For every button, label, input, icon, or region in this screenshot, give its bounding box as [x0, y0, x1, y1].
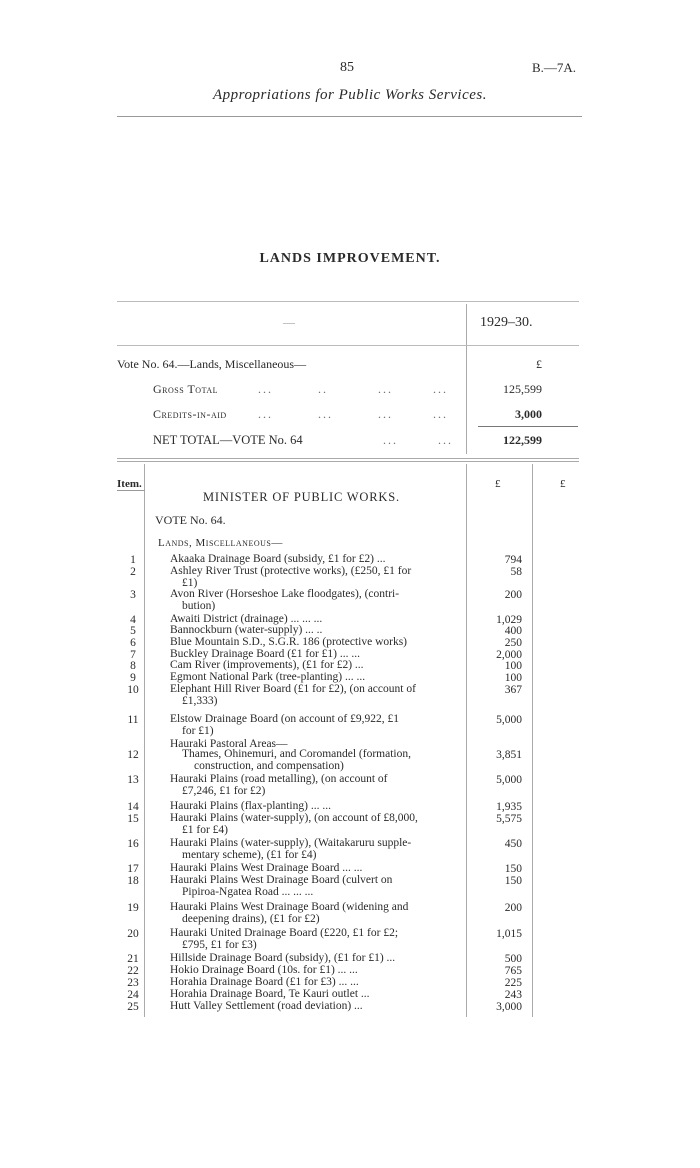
item-number: 1 [130, 554, 136, 566]
item-description-continued: bution) [182, 599, 216, 612]
item-description: Thames, Ohinemuri, and Coromandel (formation, [182, 748, 411, 760]
item-description: Awaiti District (drainage) ... ... ... [170, 613, 323, 625]
item-description-continued: for £1) [182, 724, 214, 737]
item-description: Hillside Drainage Board (subsidy), (£1 for £1) ... [170, 952, 396, 964]
item-amount: 243 [504, 989, 522, 1001]
summary-column-rule [466, 304, 467, 454]
leader-dots: ... .. ... ... [258, 382, 448, 396]
summary-currency: £ [536, 357, 542, 371]
item-number: 3 [130, 589, 136, 601]
section-title: LANDS IMPROVEMENT. [259, 251, 441, 266]
item-description: Ashley River Trust (protective works), (£250, £1 for [170, 565, 412, 577]
gross-total-value: 125,599 [503, 382, 542, 396]
item-description: Hokio Drainage Board (10s. for £1) ... ... [170, 964, 358, 976]
item-amount: 200 [504, 902, 522, 914]
item-description: Horahia Drainage Board, Te Kauri outlet ... [170, 988, 370, 1000]
leader-dots: ... ... ... ... [258, 407, 448, 421]
item-amount: 100 [504, 660, 522, 672]
item-amount: 5,000 [496, 714, 522, 726]
total-currency-header: £ [560, 478, 566, 490]
item-description: Bannockburn (water-supply) ... .. [170, 624, 323, 636]
subtotal-rule [478, 426, 578, 427]
item-header-rule [117, 490, 145, 491]
item-description: Hauraki Pastoral Areas— [170, 738, 288, 750]
item-description-continued: £795, £1 for £3) [182, 938, 257, 951]
vote-heading: VOTE No. 64. [155, 513, 226, 527]
total-column-rule [532, 464, 533, 1017]
item-number: 7 [130, 649, 136, 661]
item-number: 24 [127, 989, 139, 1001]
item-amount: 150 [504, 875, 522, 887]
item-description: Hauraki Plains West Drainage Board (widening and [170, 901, 409, 913]
item-description: Elephant Hill River Board (£1 for £2), (on account of [170, 683, 416, 695]
item-description: Hauraki Plains (road metalling), (on account of [170, 773, 388, 785]
item-amount: 250 [504, 637, 522, 649]
amount-currency-header: £ [495, 478, 501, 490]
vote-label: Vote No. 64.—Lands, Miscellaneous— [117, 357, 307, 371]
item-amount: 794 [504, 554, 522, 566]
net-total-label: NET TOTAL—VOTE No. 64 [153, 433, 303, 447]
item-amount: 2,000 [496, 649, 522, 661]
item-amount: 200 [504, 589, 522, 601]
item-description-continued: £1,333) [182, 694, 218, 707]
item-amount: 1,029 [496, 614, 522, 626]
item-number: 22 [127, 965, 139, 977]
item-description: Hauraki Plains (flax-planting) ... ... [170, 800, 331, 812]
item-amount: 225 [504, 977, 522, 989]
item-number: 19 [127, 902, 139, 914]
item-amount: 5,000 [496, 774, 522, 786]
item-description: Akaaka Drainage Board (subsidy, £1 for £2) ... [170, 553, 386, 565]
item-amount: 3,000 [496, 1001, 522, 1013]
item-description: Elstow Drainage Board (on account of £9,922, £1 [170, 713, 399, 725]
item-description: Hauraki Plains (water-supply), (Waitakaruru supple- [170, 837, 412, 849]
item-number: 13 [127, 774, 139, 786]
item-number: 23 [127, 977, 139, 989]
item-number: 20 [127, 928, 139, 940]
item-amount: 500 [504, 953, 522, 965]
item-amount: 58 [510, 566, 522, 578]
item-description-continued: £7,246, £1 for £2) [182, 784, 266, 797]
item-description-continued: construction, and compensation) [194, 759, 344, 772]
item-number: 17 [127, 863, 139, 875]
minister-heading: MINISTER OF PUBLIC WORKS. [203, 490, 400, 504]
summary-bottom-rule [117, 458, 579, 459]
item-amount: 3,851 [496, 749, 522, 761]
item-number: 15 [127, 813, 139, 825]
item-description: Avon River (Horseshoe Lake floodgates), (contri- [170, 588, 400, 600]
item-description: Cam River (improvements), (£1 for £2) ... [170, 659, 364, 671]
item-description: Hutt Valley Settlement (road deviation) ... [170, 1000, 363, 1012]
item-number: 5 [130, 625, 136, 637]
item-number: 4 [130, 614, 136, 626]
item-description: Hauraki Plains (water-supply), (on account of £8,000, [170, 812, 418, 824]
item-description: Hauraki Plains West Drainage Board ... ... [170, 862, 363, 874]
item-amount: 1,015 [496, 928, 522, 940]
leader-dots: ... ... [383, 433, 453, 447]
item-number: 9 [130, 672, 136, 684]
item-amount: 765 [504, 965, 522, 977]
item-description: Horahia Drainage Board (£1 for £3) ... ... [170, 976, 359, 988]
item-number: 12 [127, 749, 139, 761]
item-number: 8 [130, 660, 136, 672]
item-description-continued: £1 for £4) [182, 823, 228, 836]
item-description: Hauraki United Drainage Board (£220, £1 for £2; [170, 927, 399, 939]
item-description-continued: Pipiroa-Ngatea Road ... ... ... [182, 885, 314, 898]
summary-header-rule [117, 345, 579, 346]
credits-in-aid-label: Credits-in-aid [153, 407, 227, 421]
summary-top-rule [117, 301, 579, 302]
summary-bottom-rule-double [117, 461, 579, 462]
item-number: 18 [127, 875, 139, 887]
year-header: 1929–30. [480, 315, 533, 330]
item-column-header: Item. [117, 478, 142, 490]
item-number: 16 [127, 838, 139, 850]
item-description: Hauraki Plains West Drainage Board (culvert on [170, 874, 393, 886]
item-description-continued: £1) [182, 576, 198, 589]
page-number: 85 [340, 60, 354, 75]
item-description: Buckley Drainage Board (£1 for £1) ... ... [170, 648, 361, 660]
item-number: 14 [127, 801, 139, 813]
item-amount: 450 [504, 838, 522, 850]
item-number: 11 [127, 714, 139, 726]
credits-in-aid-value: 3,000 [515, 407, 542, 421]
document-reference: B.—7A. [532, 60, 577, 75]
item-description-continued: mentary scheme), (£1 for £4) [182, 848, 317, 861]
item-amount: 1,935 [496, 801, 522, 813]
item-number: 2 [130, 566, 136, 578]
item-description: Egmont National Park (tree-planting) ... ... [170, 671, 366, 683]
item-description-continued: deepening drains), (£1 for £2) [182, 912, 320, 925]
item-number: 25 [127, 1001, 139, 1013]
item-amount: 150 [504, 863, 522, 875]
category-heading: Lands, Miscellaneous— [158, 537, 283, 549]
item-number: 10 [127, 684, 139, 696]
item-amount: 5,575 [496, 813, 522, 825]
item-amount: 400 [504, 625, 522, 637]
header-rule [117, 116, 582, 117]
net-total-value: 122,599 [503, 433, 542, 447]
item-number: 21 [127, 953, 139, 965]
item-amount: 100 [504, 672, 522, 684]
item-description: Blue Mountain S.D., S.G.R. 186 (protective works) [170, 636, 408, 648]
gross-total-label: Gross Total [153, 382, 218, 396]
item-amount: 367 [504, 684, 522, 696]
amount-column-rule [466, 464, 467, 1017]
stub-dash: — [283, 315, 295, 329]
item-number: 6 [130, 637, 136, 649]
running-title: Appropriations for Public Works Services. [213, 87, 487, 103]
